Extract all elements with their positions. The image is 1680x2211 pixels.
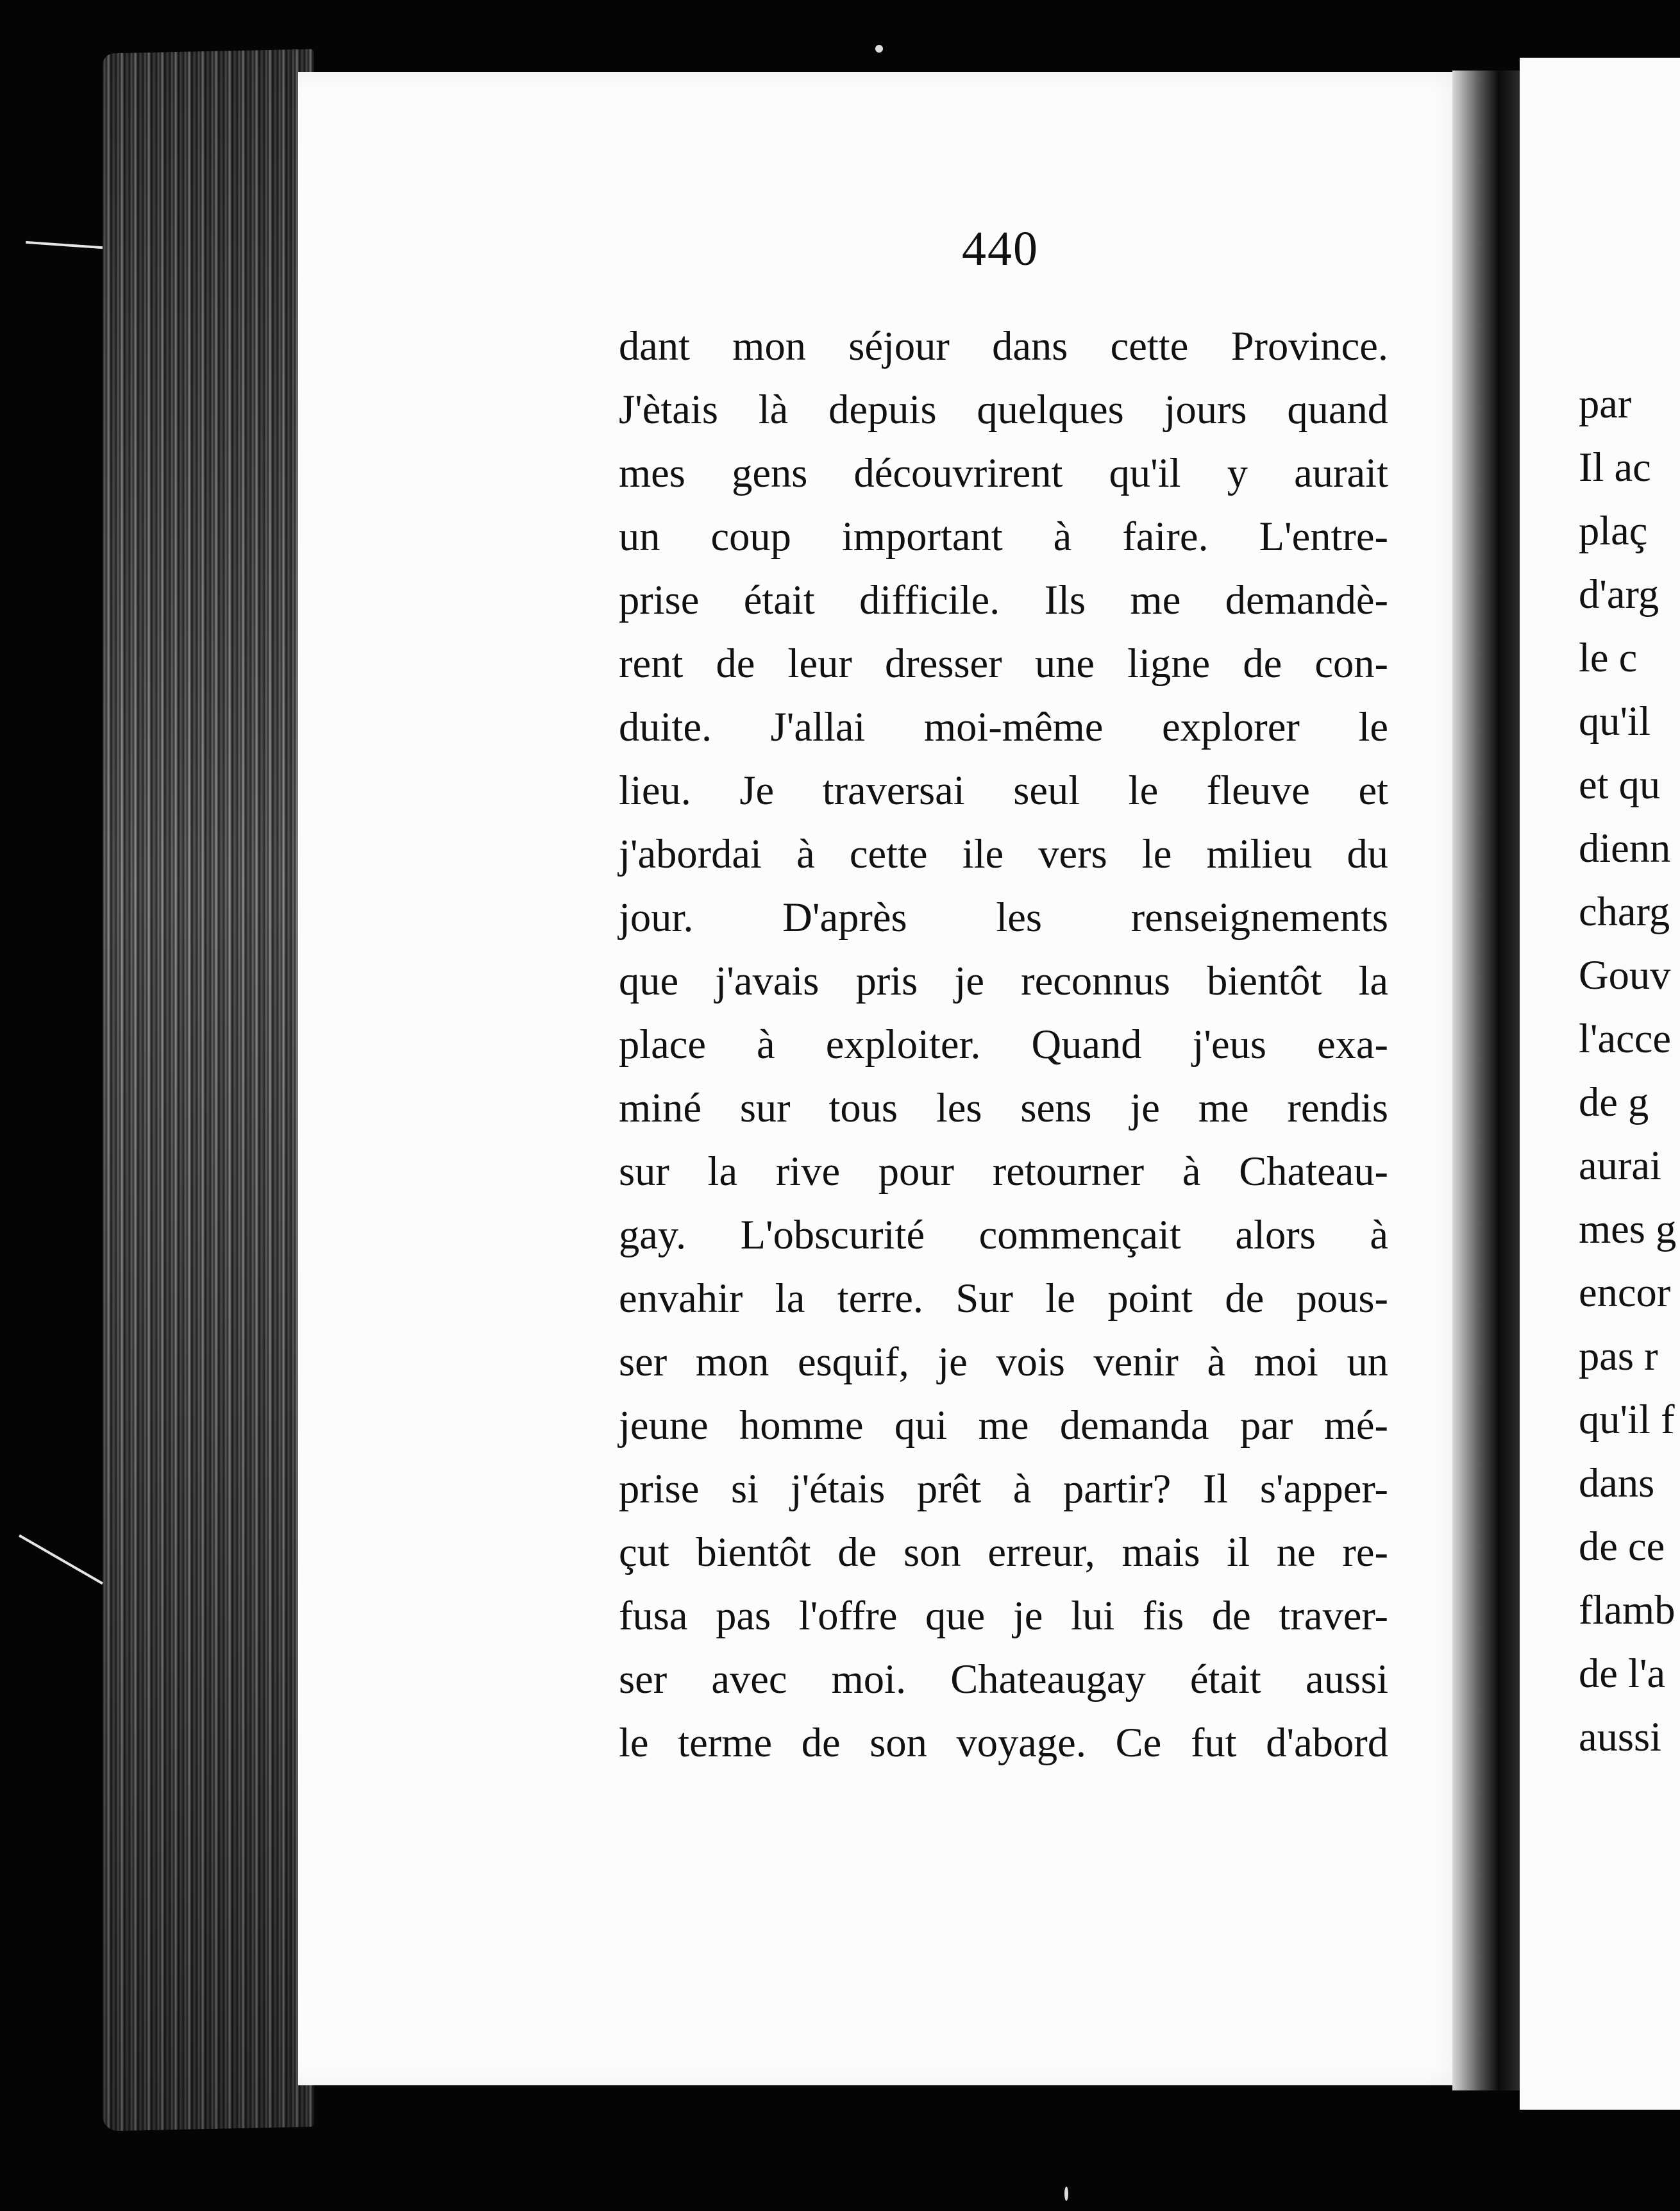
text-line: duite. J'allai moi-même explorer le xyxy=(619,704,1388,750)
text-line: j'abordai à cette ile vers le milieu du xyxy=(619,831,1388,877)
right-line: d'arg xyxy=(1579,571,1659,617)
right-line: de l'a xyxy=(1579,1651,1666,1696)
right-line: mes g xyxy=(1579,1206,1677,1252)
text-line: un coup important à faire. L'entre- xyxy=(619,514,1388,559)
text-line: jeune homme qui me demanda par mé- xyxy=(619,1402,1388,1448)
text-line: le terme de son voyage. Ce fut d'abord xyxy=(619,1720,1388,1765)
right-line: aussi xyxy=(1579,1714,1661,1760)
text-line: fusa pas l'offre que je lui fis de traver- xyxy=(619,1593,1388,1638)
text-line: prise était difficile. Ils me demandè- xyxy=(619,577,1388,623)
text-line: ser avec moi. Chateaugay était aussi xyxy=(619,1656,1388,1702)
scan-artifact xyxy=(26,241,103,249)
text-line: ser mon esquif, je vois venir à moi un xyxy=(619,1339,1388,1384)
text-line: envahir la terre. Sur le point de pous- xyxy=(619,1275,1388,1321)
text-line: miné sur tous les sens je me rendis xyxy=(619,1085,1388,1131)
right-line: qu'il f xyxy=(1579,1397,1675,1442)
text-line: que j'avais pris je reconnus bientôt la xyxy=(619,958,1388,1004)
scan-artifact xyxy=(875,45,883,53)
scan-artifact xyxy=(1064,2187,1068,2201)
text-line: J'ètais là depuis quelques jours quand xyxy=(619,387,1388,432)
text-line: dant mon séjour dans cette Province. xyxy=(619,323,1388,369)
right-line: dans xyxy=(1579,1460,1655,1506)
right-line: encor xyxy=(1579,1270,1671,1315)
text-line: çut bientôt de son erreur, mais il ne re- xyxy=(619,1529,1388,1575)
right-line: plaç xyxy=(1579,508,1648,553)
text-line: rent de leur dresser une ligne de con- xyxy=(619,641,1388,686)
right-page-text xyxy=(1579,372,1676,1769)
text-line: mes gens découvrirent qu'il y aurait xyxy=(619,450,1388,496)
text-line: sur la rive pour retourner à Chateau- xyxy=(619,1148,1388,1194)
right-line: aurai xyxy=(1579,1143,1661,1188)
right-line: dienn xyxy=(1579,825,1671,871)
text-line: lieu. Je traversai seul le fleuve et xyxy=(619,768,1388,813)
right-line: Il ac xyxy=(1579,444,1651,490)
book-gutter xyxy=(1452,71,1529,2090)
body-text xyxy=(619,314,1388,1774)
text-line: prise si j'étais prêt à partir? Il s'apper- xyxy=(619,1466,1388,1511)
page-number: 440 xyxy=(962,222,1039,276)
scan-artifact xyxy=(19,1534,103,1585)
right-line: l'acce xyxy=(1579,1016,1672,1061)
right-line: charg xyxy=(1579,889,1670,934)
book-fore-edge xyxy=(103,49,314,2131)
right-line: par xyxy=(1579,381,1632,426)
text-line: place à exploiter. Quand j'eus exa- xyxy=(619,1021,1388,1067)
right-line: de ce xyxy=(1579,1524,1665,1569)
text-line: gay. L'obscurité commençait alors à xyxy=(619,1212,1388,1257)
text-line: jour. D'après les renseignements xyxy=(619,895,1388,940)
right-line: pas r xyxy=(1579,1333,1658,1379)
right-line: le c xyxy=(1579,635,1638,680)
right-line: flamb xyxy=(1579,1587,1676,1633)
right-line: Gouv xyxy=(1579,952,1671,998)
right-line: qu'il xyxy=(1579,698,1651,744)
right-line: et qu xyxy=(1579,762,1661,807)
right-line: de g xyxy=(1579,1079,1649,1125)
right-page xyxy=(1520,58,1680,2110)
